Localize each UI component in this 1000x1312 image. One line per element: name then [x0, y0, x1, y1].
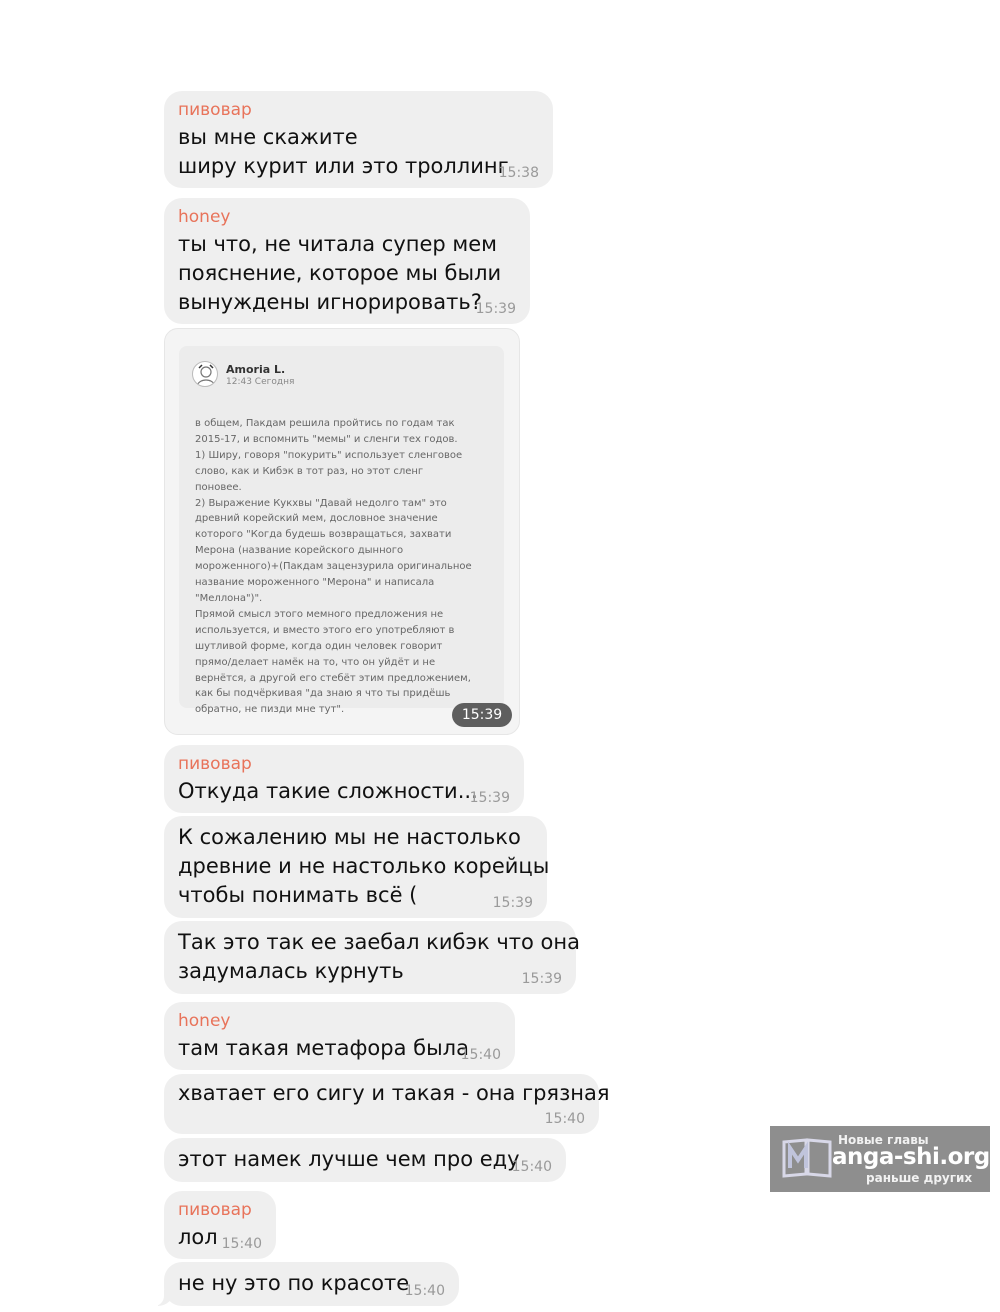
message-text: лол	[178, 1225, 218, 1249]
message-text: Так это так ее заебал кибэк что она	[178, 930, 580, 954]
post-line: обратно, не пизди мне тут".	[195, 704, 345, 716]
message-text: хватает его сигу и такая - она грязная	[178, 1081, 610, 1105]
message-bubble[interactable]	[164, 1138, 566, 1182]
post-author: Amoria L.	[226, 363, 286, 376]
post-line: поновее.	[195, 481, 242, 493]
message-bubble[interactable]	[164, 91, 553, 188]
message-text: чтобы понимать всё (	[178, 883, 418, 907]
message-bubble[interactable]	[164, 816, 550, 918]
image-message[interactable]	[164, 328, 520, 735]
message-time: 15:39	[469, 790, 510, 806]
message-bubble[interactable]	[164, 921, 580, 994]
message-text: вынуждены игнорировать?	[178, 290, 482, 314]
post-line: мороженного)+(Пакдам зацензурила оригинальное	[195, 561, 472, 573]
watermark-bottom-text: раньше других	[866, 1171, 973, 1185]
message-time: 15:39	[475, 301, 516, 317]
watermark-site: anga-shi.org	[832, 1144, 990, 1170]
sender-name: пивовар	[178, 1200, 252, 1220]
post-line: вернётся, а другой его стебёт этим предложением,	[195, 672, 471, 684]
message-text: этот намек лучше чем про еду	[178, 1147, 520, 1171]
post-line: 2) Выражение Кукхвы "Давай недолго там" это	[195, 497, 447, 509]
message-text: там такая метафора была	[178, 1036, 469, 1060]
post-line: 2015-17, и вспомнить "мемы" и сленги тех годов.	[195, 433, 458, 445]
message-text: Откуда такие сложности...	[178, 779, 478, 803]
sender-name: пивовар	[178, 754, 252, 774]
message-time: 15:40	[460, 1047, 501, 1063]
message-bubble[interactable]	[164, 745, 524, 813]
post-line: прямо/делает намёк на то, что он уйдёт и не	[195, 656, 436, 668]
post-line: слово, как и Кибэк в тот раз, но этот сленг	[195, 465, 424, 477]
message-time: 15:39	[521, 971, 562, 987]
watermark	[770, 1126, 990, 1192]
post-line: в общем, Пакдам решила пройтись по годам так	[195, 418, 455, 429]
message-text: не ну это по красоте	[178, 1271, 410, 1295]
post-line: шутливой форме, когда один человек говорит	[195, 640, 443, 652]
post-line: древний корейский мем, дословное значение	[195, 513, 438, 525]
post-line: "Меллона")".	[195, 592, 263, 604]
message-time: 15:38	[498, 165, 539, 181]
message-text: ширу курит или это троллинг	[178, 154, 509, 178]
message-time: 15:39	[492, 895, 533, 911]
message-bubble[interactable]	[164, 1002, 515, 1070]
message-text: ты что, не читала супер мем	[178, 232, 498, 256]
sender-name: honey	[178, 207, 231, 227]
avatar	[192, 361, 218, 387]
post-line: название мороженного "Мерона" и написала	[195, 577, 435, 589]
message-bubble[interactable]	[164, 1262, 459, 1306]
message-text: вы мне скажите	[178, 125, 358, 149]
post-line: Прямой смысл этого мемного предложения не	[195, 608, 444, 620]
book-logo-icon	[782, 1136, 832, 1178]
post-line: Мерона (название корейского дынного	[195, 545, 404, 557]
message-time: 15:40	[221, 1236, 262, 1252]
watermark-top-text: Новые главы	[838, 1133, 929, 1147]
message-text: К сожалению мы не настолько	[178, 825, 521, 849]
post-date: 12:43 Сегодня	[226, 377, 295, 387]
post-line: 1) Ширу, говоря "покурить" использует сленговое	[195, 449, 463, 461]
sender-name: honey	[178, 1011, 231, 1031]
post-line: используется, и вместо этого его употребляют в	[195, 624, 455, 636]
image-time: 15:39	[452, 703, 512, 727]
message-text: древние и не настолько корейцы	[178, 854, 550, 878]
post-line: как бы подчёркивая "да знаю я что ты придёшь	[195, 688, 451, 700]
message-bubble[interactable]	[164, 198, 530, 324]
post-text	[195, 416, 495, 718]
message-bubble[interactable]	[164, 1191, 276, 1259]
message-time: 15:40	[404, 1283, 445, 1299]
message-bubble[interactable]	[164, 1074, 610, 1134]
sender-name: пивовар	[178, 100, 252, 120]
post-line: которого "Когда будешь возвращаться, захвати	[195, 529, 452, 541]
message-text: пояснение, которое мы были	[178, 261, 502, 285]
message-text: задумалась курнуть	[178, 959, 404, 983]
message-time: 15:40	[511, 1159, 552, 1175]
message-time: 15:40	[544, 1111, 585, 1127]
